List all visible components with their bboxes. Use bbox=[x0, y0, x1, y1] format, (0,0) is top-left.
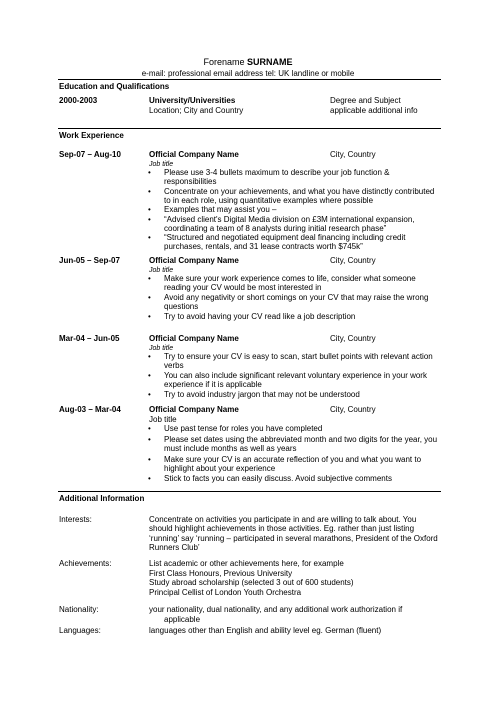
education-location: Location; City and Country bbox=[149, 105, 244, 115]
job-bullet: Try to ensure your CV is easy to scan, start bullet points with relevant action verbs bbox=[164, 352, 433, 371]
achievement-line: First Class Honours, Previous University bbox=[149, 568, 293, 578]
job-dates: Aug-03 – Mar-04 bbox=[59, 405, 121, 414]
languages-text: languages other than English and ability level eg. German (fluent) bbox=[149, 626, 382, 635]
job-company: Official Company Name bbox=[149, 405, 239, 414]
bullet-icon: • bbox=[148, 389, 151, 399]
bullet-icon: • bbox=[148, 274, 151, 283]
bullet-icon: • bbox=[148, 186, 151, 196]
nationality-label: Nationality: bbox=[59, 605, 99, 614]
bullet-icon: • bbox=[148, 352, 151, 361]
job-bullet: Please set dates using the abbreviated month and two digits for the year, you must include months as well as years bbox=[164, 435, 438, 454]
job-dates: Jun-05 – Sep-07 bbox=[59, 256, 120, 265]
job-title: Job title bbox=[149, 414, 177, 424]
job-dates: Mar-04 – Jun-05 bbox=[59, 334, 120, 343]
job-bullet: Try to avoid having your CV read like a job description bbox=[164, 311, 356, 321]
nationality-text-continued: applicable bbox=[164, 614, 201, 624]
work-heading: Work Experience bbox=[59, 131, 124, 140]
job-bullet: You can also include significant relevant voluntary experience in your work experience if it is applicable bbox=[164, 371, 427, 390]
interests-label: Interests: bbox=[59, 515, 92, 524]
job-bullet: Use past tense for roles you have completed bbox=[164, 424, 323, 433]
job-city: City, Country bbox=[330, 334, 376, 343]
job-bullet: Stick to facts you can easily discuss. Avoid subjective comments bbox=[164, 474, 392, 483]
job-bullet: Examples that may assist you – bbox=[164, 205, 277, 214]
job-city: City, Country bbox=[330, 150, 376, 159]
surname: SURNAME bbox=[247, 57, 293, 67]
job-bullet: Concentrate on your achievements, and what you have distinctly contributed to in each role, using quantitative examples where possible bbox=[164, 186, 435, 205]
bullet-icon: • bbox=[148, 371, 151, 380]
job-company: Official Company Name bbox=[149, 256, 239, 265]
forename: Forename bbox=[203, 57, 245, 67]
job-title: Job title bbox=[149, 344, 174, 352]
job-bullet: Avoid any negativity or short comings on your CV that may raise the wrong questions bbox=[164, 293, 429, 312]
job-company: Official Company Name bbox=[149, 334, 239, 343]
name-heading bbox=[0, 57, 496, 68]
additional-heading: Additional Information bbox=[59, 494, 145, 503]
job-city: City, Country bbox=[330, 256, 376, 265]
bullet-icon: • bbox=[148, 474, 151, 483]
bullet-icon: • bbox=[148, 435, 151, 444]
education-dates: 2000-2003 bbox=[59, 96, 98, 105]
job-title: Job title bbox=[149, 266, 174, 274]
nationality-text: your nationality, dual nationality, and any additional work authorization if bbox=[149, 605, 403, 614]
bullet-icon: • bbox=[148, 214, 151, 224]
job-bullet: “Structured and negotiated equipment deal financing including credit purchases, rentals, and 31 lease contracts worth $745k” bbox=[164, 233, 406, 252]
bullet-icon: • bbox=[148, 233, 151, 242]
job-title: Job title bbox=[149, 160, 174, 168]
bullet-icon: • bbox=[148, 455, 151, 464]
education-degree: Degree and Subject bbox=[330, 96, 401, 105]
job-bullet: “Advised client's Digital Media division on £3M international expansion, coordinating a team of 8 analysts during initial research phase” bbox=[164, 214, 415, 233]
bullet-icon: • bbox=[148, 205, 151, 214]
achievement-line: List academic or other achievements here, for example bbox=[149, 559, 344, 568]
job-bullet: Make sure your work experience comes to life, consider what someone reading your CV would be most interested in bbox=[164, 274, 416, 293]
job-bullet: Try to avoid industry jargon that may not be understood bbox=[164, 389, 360, 399]
education-heading: Education and Qualifications bbox=[59, 82, 170, 91]
languages-label: Languages: bbox=[59, 626, 101, 635]
job-company: Official Company Name bbox=[149, 150, 239, 159]
job-dates: Sep-07 – Aug-10 bbox=[59, 150, 121, 159]
bullet-icon: • bbox=[148, 168, 151, 177]
divider-work bbox=[58, 128, 441, 129]
job-bullet: Please use 3-4 bullets maximum to describe your job function & responsibilities bbox=[164, 168, 390, 187]
education-institution: University/Universities bbox=[149, 96, 236, 105]
contact-line: e-mail: professional email address tel: UK landline or mobile bbox=[141, 69, 355, 78]
achievement-line: Study abroad scholarship (selected 3 out of 600 students) bbox=[149, 578, 354, 587]
achievements-label: Achievements: bbox=[59, 559, 112, 568]
education-info: applicable additional info bbox=[330, 105, 418, 115]
achievement-line: Principal Cellist of London Youth Orchestra bbox=[149, 587, 302, 597]
job-city: City, Country bbox=[330, 405, 376, 414]
bullet-icon: • bbox=[148, 424, 151, 433]
divider-top bbox=[58, 79, 441, 80]
job-bullet: Make sure your CV is an accurate reflection of you and what you want to highlight about your experience bbox=[164, 455, 422, 474]
bullet-icon: • bbox=[148, 293, 151, 302]
bullet-icon: • bbox=[148, 311, 151, 321]
interests-text: Concentrate on activities you participate in and are willing to talk about. You should highlight achievements in those activities. Eg. rather than just listing ‘running’ say ‘running – participated in several marathons, President of the Oxford Runners Club’ bbox=[149, 515, 438, 553]
divider-additional bbox=[58, 491, 441, 492]
